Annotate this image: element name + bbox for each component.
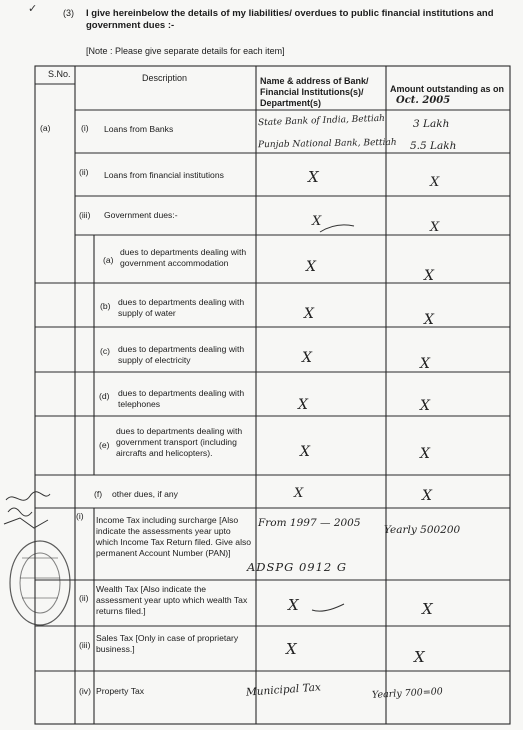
row-i-text: Loans from Banks <box>104 124 174 134</box>
row-a-num: (a) <box>103 255 114 265</box>
handwritten-property-amount: Yearly 700=00 <box>371 686 444 701</box>
row-iii-num: (iii) <box>79 210 91 220</box>
row-c-text: dues to departments dealing with supply of electricity <box>118 344 245 365</box>
cross-mark: X <box>302 350 312 366</box>
row-b-i-text: Income Tax including surcharge [Also indicate the assessments year upto which Income Tax Return filed. Give also permanent Account Number (PAN)] <box>96 515 252 558</box>
cross-mark: X <box>312 214 322 229</box>
handwritten-pan: ADSPG 0912 G <box>247 560 348 574</box>
cross-mark: X <box>420 446 430 462</box>
row-b-i-num: (i) <box>76 511 84 521</box>
handwritten-income-amount: Yearly 500200 <box>384 524 461 536</box>
row-e-text: dues to departments dealing with government transport (including aircrafts and helicopters). <box>116 426 243 458</box>
page-heading: I give hereinbelow the details of my liabilities/ overdues to public financial institutions and government dues :- <box>86 8 494 31</box>
header-description: Description <box>142 73 188 83</box>
handwritten-amount2: 5.5 Lakh <box>410 140 457 152</box>
cross-mark: X <box>288 596 299 614</box>
cross-mark: X <box>430 175 440 190</box>
stamp-signature-icon <box>0 488 80 648</box>
row-ii-text: Loans from financial institutions <box>104 170 224 180</box>
row-i-num: (i) <box>81 123 89 133</box>
row-c-num: (c) <box>100 346 111 356</box>
row-b-text: dues to departments dealing with supply of water <box>118 297 245 318</box>
handwritten-bank1: State Bank of India, Bettiah <box>257 113 386 129</box>
header-sno: S.No. <box>48 69 71 79</box>
row-b-iv-text: Property Tax <box>96 686 145 696</box>
cross-mark: X <box>298 397 308 413</box>
row-a-text: dues to departments dealing with government accommodation <box>120 247 247 268</box>
row-ii-num: (ii) <box>79 167 89 177</box>
header-bank: Name & address of Bank/ Financial Institutions(s)/ Department(s) <box>260 76 369 108</box>
row-d-num: (d) <box>99 391 110 401</box>
cross-mark: X <box>424 312 434 328</box>
cross-mark: X <box>420 356 430 372</box>
cross-mark: X <box>306 259 316 275</box>
header-amount <box>390 84 510 106</box>
cross-mark: X <box>286 640 297 658</box>
cross-mark: X <box>294 486 304 501</box>
row-b-num: (b) <box>100 301 111 311</box>
header-amount-date: Oct. 2005 <box>396 95 451 106</box>
flourish-mark <box>310 598 350 618</box>
row-f-num: (f) <box>94 489 103 499</box>
cross-mark: X <box>420 398 430 414</box>
handwritten-bank2: Punjab National Bank, Bettiah <box>257 137 397 151</box>
handwritten-property-dept: Municipal Tax <box>245 681 322 699</box>
cross-mark: X <box>308 168 319 186</box>
handwritten-amount1: 3 Lakh <box>413 118 450 130</box>
header-amount-label: Amount outstanding as on <box>390 84 504 94</box>
row-b-iv-num: (iv) <box>79 686 91 696</box>
row-d-text: dues to departments dealing with telephones <box>118 388 245 409</box>
tick-mark: ✓ <box>28 3 38 15</box>
cross-mark: X <box>300 444 310 460</box>
handwritten-income-period: From 1997 — 2005 <box>258 517 361 529</box>
row-e-num: (e) <box>99 440 110 450</box>
cross-mark: X <box>430 220 440 235</box>
cross-mark: X <box>422 600 433 618</box>
row-b-iii-num: (iii) <box>79 640 91 650</box>
row-f-text: other dues, if any <box>112 489 178 499</box>
flourish-mark <box>318 218 358 238</box>
row-b-iii-text: Sales Tax [Only in case of proprietary business.] <box>96 633 239 654</box>
row-iii-text: Government dues:- <box>104 210 178 220</box>
row-b-ii-num: (ii) <box>79 593 89 603</box>
row-b-ii-text: Wealth Tax [Also indicate the assessment year upto which wealth Tax returns filed.] <box>96 584 248 616</box>
cross-mark: X <box>414 648 425 666</box>
item-number: (3) <box>63 8 74 18</box>
cross-mark: X <box>304 306 314 322</box>
cross-mark: X <box>422 488 432 504</box>
note-text: [Note : Please give separate details for each item] <box>86 46 285 56</box>
section-a-label: (a) <box>40 123 51 133</box>
cross-mark: X <box>424 268 434 284</box>
